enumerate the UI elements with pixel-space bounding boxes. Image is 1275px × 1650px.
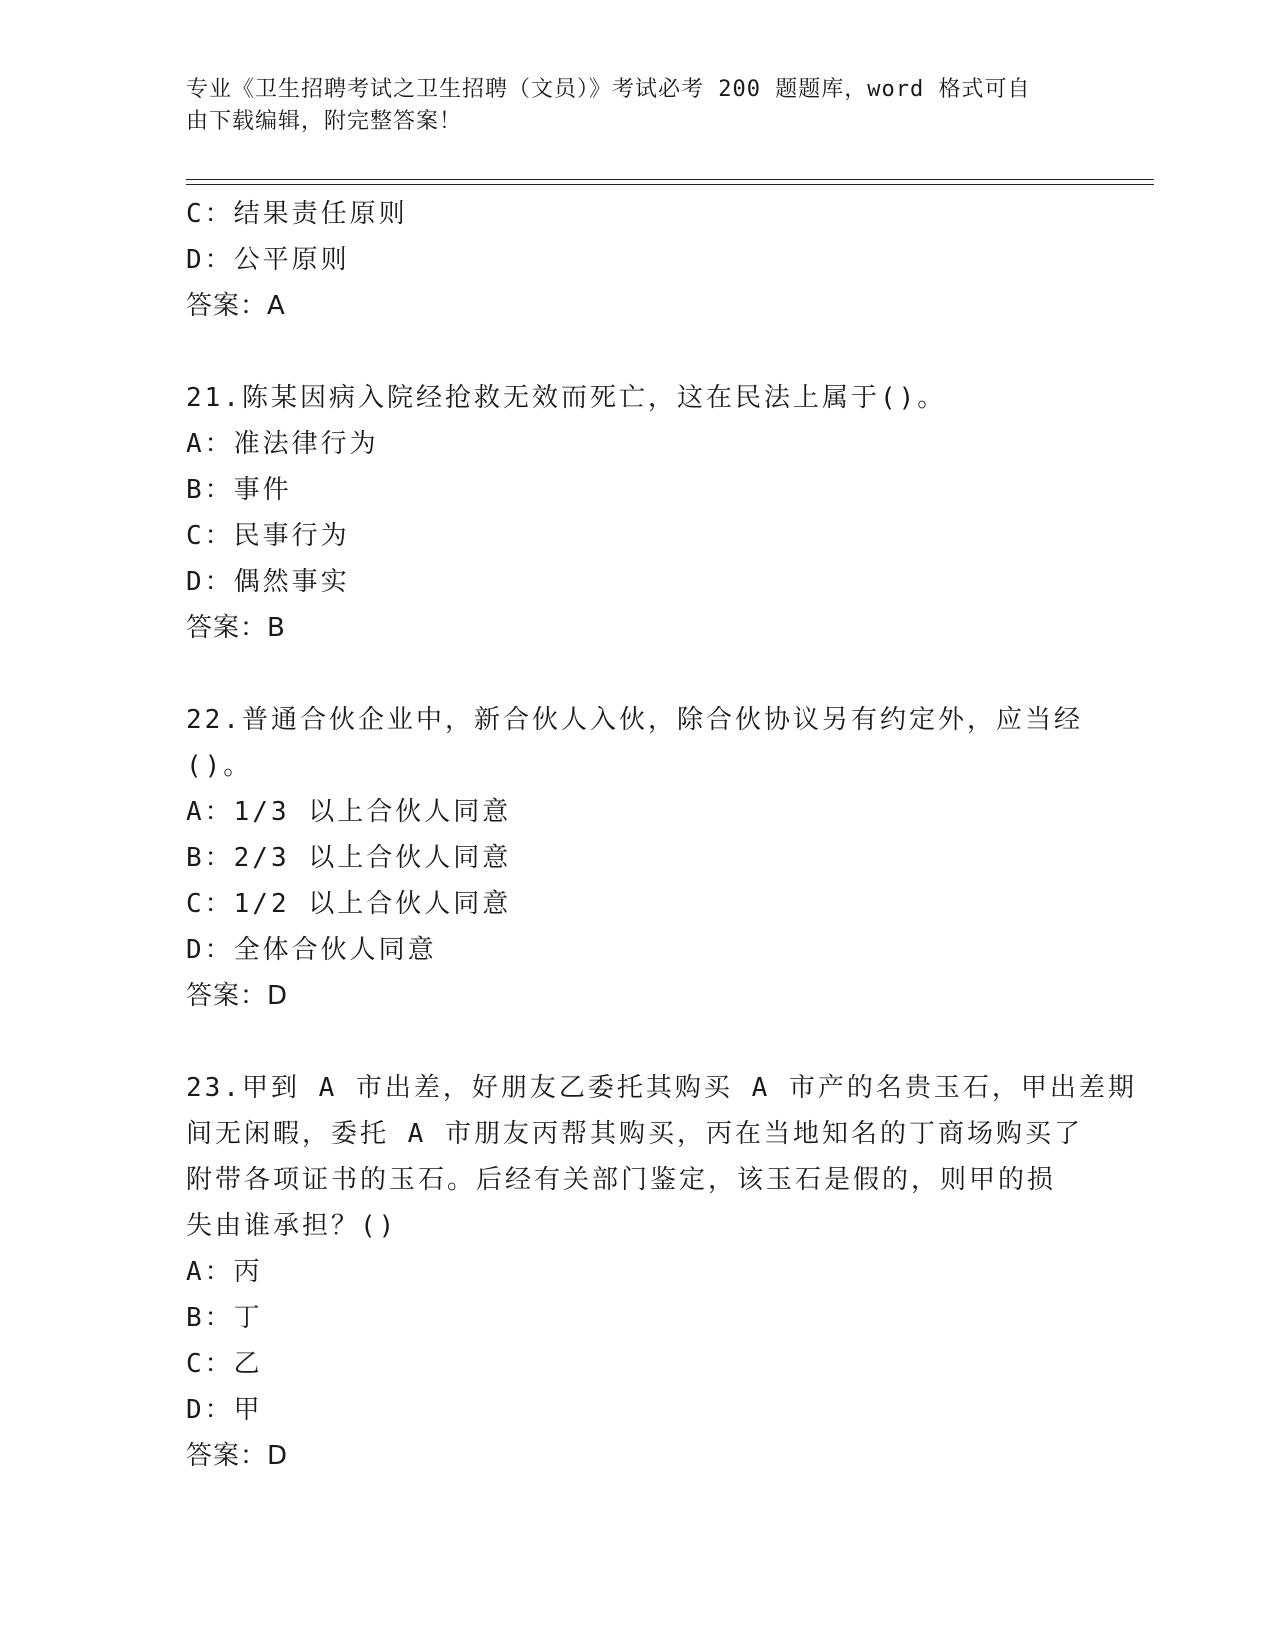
question-22 xyxy=(186,697,1086,1019)
spacer xyxy=(186,329,1086,375)
question-stem-line-4: 失由谁承担？() xyxy=(186,1211,398,1241)
question-prev-continuation xyxy=(186,191,1086,329)
question-23 xyxy=(186,1065,1137,1479)
answer-line: 答案：D xyxy=(186,1441,289,1471)
question-stem-line-2: ()。 xyxy=(186,751,253,781)
answer-line: 答案：D xyxy=(186,981,289,1011)
answer-line: 答案：B xyxy=(186,613,286,643)
option-c: C：1/2 以上合伙人同意 xyxy=(186,889,512,919)
question-stem: 21.陈某因病入院经抢救无效而死亡，这在民法上属于()。 xyxy=(186,383,947,413)
spacer xyxy=(186,651,1086,697)
option-d: D：偶然事实 xyxy=(186,567,350,597)
option-b: B：丁 xyxy=(186,1303,263,1333)
question-21 xyxy=(186,375,1086,651)
option-c: C：结果责任原则 xyxy=(186,199,408,229)
question-stem-line-3: 附带各项证书的玉石。后经有关部门鉴定，该玉石是假的，则甲的损 xyxy=(186,1165,1057,1195)
option-d: D：全体合伙人同意 xyxy=(186,935,437,965)
answer-line: 答案：A xyxy=(186,291,286,321)
spacer xyxy=(186,1019,1086,1065)
option-a: A：准法律行为 xyxy=(186,429,379,459)
option-a: A：1/3 以上合伙人同意 xyxy=(186,797,512,827)
option-a: A：丙 xyxy=(186,1257,263,1287)
header-divider-top xyxy=(186,179,1154,180)
question-stem-line-2: 间无闲暇，委托 A 市朋友丙帮其购买，丙在当地知名的丁商场购买了 xyxy=(186,1119,1083,1149)
question-stem-line-1: 22.普通合伙企业中，新合伙人入伙，除合伙协议另有约定外，应当经 xyxy=(186,705,1083,735)
option-b: B：2/3 以上合伙人同意 xyxy=(186,843,512,873)
option-c: C：民事行为 xyxy=(186,521,350,551)
option-b: B：事件 xyxy=(186,475,292,505)
header-divider-bottom xyxy=(186,184,1154,185)
option-d: D：甲 xyxy=(186,1395,263,1425)
document-header xyxy=(186,74,1086,138)
question-list xyxy=(186,191,1137,1479)
header-line-2: 由下载编辑，附完整答案！ xyxy=(186,109,463,134)
option-d: D：公平原则 xyxy=(186,245,350,275)
header-line-1: 专业《卫生招聘考试之卫生招聘（文员）》考试必考 200 题题库，word 格式可自 xyxy=(186,77,1031,102)
option-c: C：乙 xyxy=(186,1349,263,1379)
question-stem-line-1: 23.甲到 A 市出差，好朋友乙委托其购买 A 市产的名贵玉石，甲出差期 xyxy=(186,1073,1137,1103)
